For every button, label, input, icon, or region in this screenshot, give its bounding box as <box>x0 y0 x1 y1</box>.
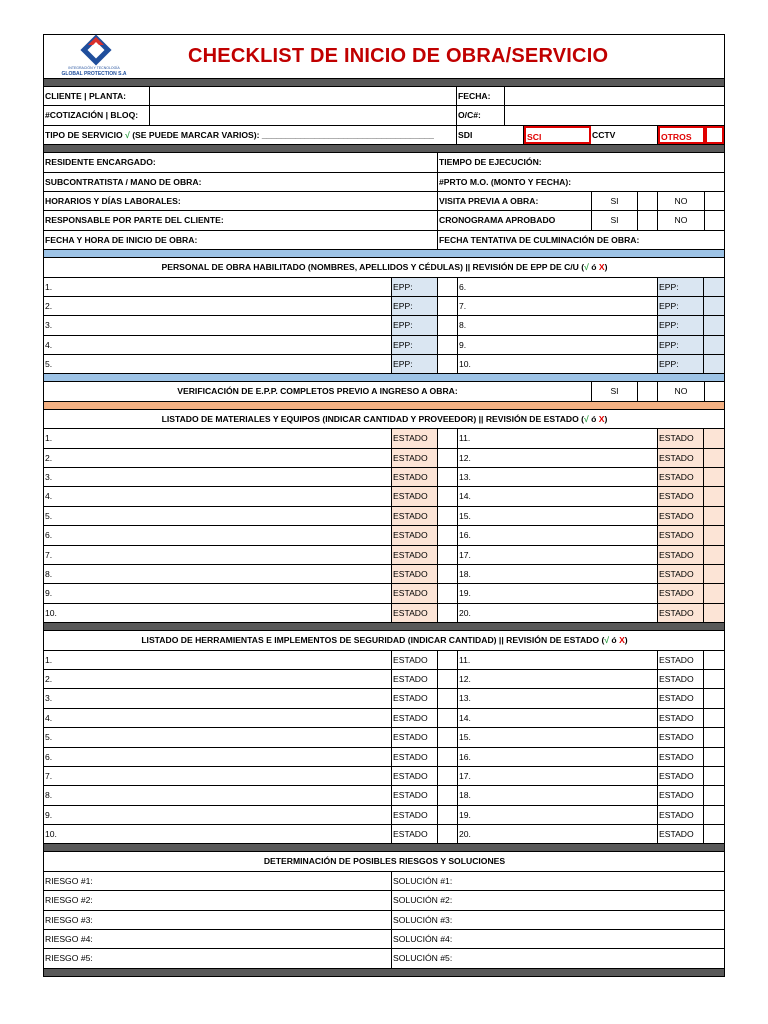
cronograma-si-box[interactable] <box>638 211 658 229</box>
tiempo-label: TIEMPO DE EJECUCIÓN: <box>439 157 542 168</box>
herramientas-tag-left: ESTADO <box>392 767 438 785</box>
herramientas-tag-right: ESTADO <box>658 651 704 669</box>
check-icon: √ <box>584 262 589 273</box>
cronograma-no[interactable]: NO <box>658 211 705 229</box>
horarios-label: HORARIOS Y DÍAS LABORALES: <box>44 192 438 210</box>
sci-option[interactable]: SCI <box>524 126 591 144</box>
cronograma-no-box[interactable] <box>705 211 724 229</box>
personal-check-right[interactable] <box>704 278 724 296</box>
personal-row <box>43 355 725 374</box>
materiales-row <box>43 604 725 623</box>
riesgo-field[interactable]: RIESGO #5: <box>44 949 392 967</box>
verificacion-si[interactable]: SI <box>592 382 638 400</box>
materiales-tag-right: ESTADO <box>658 565 704 583</box>
check-icon: √ <box>125 129 130 140</box>
herramientas-item-left[interactable]: 5. <box>44 728 392 746</box>
visita-no[interactable]: NO <box>658 192 705 210</box>
personal-tag-left: EPP: <box>392 278 438 296</box>
materiales-check-right[interactable] <box>704 546 724 564</box>
close-paren: ) <box>604 413 608 424</box>
residente-label: RESIDENTE ENCARGADO: <box>44 153 438 171</box>
materiales-row <box>43 546 725 565</box>
x-icon: X <box>619 635 625 646</box>
herramientas-check-left[interactable] <box>438 651 458 669</box>
materiales-tag-left: ESTADO <box>392 449 438 467</box>
otros-check-box[interactable] <box>705 126 724 144</box>
materiales-tag-left: ESTADO <box>392 584 438 602</box>
herramientas-tag-left: ESTADO <box>392 689 438 707</box>
materiales-title-text <box>44 410 724 428</box>
cronograma-label: CRONOGRAMA APROBADO <box>438 211 592 229</box>
materiales-item-right[interactable]: 17. <box>458 546 658 564</box>
herramientas-row <box>43 689 725 708</box>
materiales-item-right[interactable]: 16. <box>458 526 658 544</box>
personal-item-right[interactable]: 10. <box>458 355 658 373</box>
herramientas-item-right[interactable]: 19. <box>458 806 658 824</box>
materiales-item-right[interactable]: 20. <box>458 604 658 622</box>
x-icon: X <box>598 262 605 273</box>
materiales-tag-left: ESTADO <box>392 487 438 505</box>
materiales-row <box>43 487 725 506</box>
personal-check-left[interactable] <box>438 336 458 354</box>
sdi-option[interactable]: SDI <box>457 126 524 144</box>
herramientas-row <box>43 786 725 805</box>
personal-item-left[interactable]: 3. <box>44 316 392 334</box>
materiales-row <box>43 449 725 468</box>
materiales-item-left[interactable]: 8. <box>44 565 392 583</box>
close-paren: ) <box>604 262 608 273</box>
herramientas-check-left[interactable] <box>438 825 458 843</box>
materiales-check-left[interactable] <box>438 584 458 602</box>
cliente-label: CLIENTE | PLANTA: <box>44 87 150 105</box>
personal-row <box>43 297 725 316</box>
materiales-item-right[interactable]: 11. <box>458 429 658 447</box>
materiales-item-right[interactable]: 15. <box>458 507 658 525</box>
materiales-item-right[interactable]: 14. <box>458 487 658 505</box>
herramientas-item-left[interactable]: 9. <box>44 806 392 824</box>
fecha-tentativa-label: FECHA TENTATIVA DE CULMINACIÓN DE OBRA: <box>439 234 640 245</box>
logo-icon <box>44 34 144 79</box>
section-divider <box>43 79 725 87</box>
riesgos-list <box>43 872 725 969</box>
herramientas-check-left[interactable] <box>438 670 458 688</box>
herramientas-item-right[interactable]: 16. <box>458 748 658 766</box>
subcontratista-label: SUBCONTRATISTA / MANO DE OBRA: <box>44 173 438 191</box>
materiales-tag-left: ESTADO <box>392 604 438 622</box>
row-horarios <box>43 192 725 211</box>
or-text: ó <box>609 635 620 646</box>
herramientas-row <box>43 728 725 747</box>
herramientas-check-left[interactable] <box>438 689 458 707</box>
herramientas-row <box>43 670 725 689</box>
company-logo <box>44 34 144 79</box>
personal-tag-right: EPP: <box>658 278 704 296</box>
header <box>43 34 725 79</box>
personal-tag-left: EPP: <box>392 297 438 315</box>
svg-text:INTEGRACIÓN Y TECNOLOGÍA: INTEGRACIÓN Y TECNOLOGÍA <box>68 66 120 70</box>
personal-tag-left: EPP: <box>392 355 438 373</box>
materiales-tag-right: ESTADO <box>658 487 704 505</box>
herramientas-row <box>43 767 725 786</box>
herramientas-check-left[interactable] <box>438 806 458 824</box>
personal-item-right[interactable]: 8. <box>458 316 658 334</box>
materiales-title: LISTADO DE MATERIALES Y EQUIPOS (INDICAR CANTIDAD Y PROVEEDOR) || REVISIÓN DE ESTADO ( <box>161 413 585 424</box>
personal-row <box>43 336 725 355</box>
materiales-check-left[interactable] <box>438 604 458 622</box>
personal-check-left[interactable] <box>438 316 458 334</box>
herramientas-section-title <box>43 631 725 650</box>
herramientas-tag-right: ESTADO <box>658 728 704 746</box>
herramientas-item-right[interactable]: 11. <box>458 651 658 669</box>
oc-label: O/C#: <box>457 106 505 124</box>
herramientas-check-right[interactable] <box>704 767 724 785</box>
materiales-check-left[interactable] <box>438 487 458 505</box>
cronograma-si[interactable]: SI <box>592 211 638 229</box>
materiales-row <box>43 429 725 448</box>
row-residente <box>43 153 725 172</box>
riesgo-field[interactable]: RIESGO #1: <box>44 872 392 890</box>
herramientas-item-right[interactable]: 20. <box>458 825 658 843</box>
materiales-check-right[interactable] <box>704 584 724 602</box>
personal-tag-right: EPP: <box>658 355 704 373</box>
materiales-item-left[interactable]: 10. <box>44 604 392 622</box>
personal-check-right[interactable] <box>704 355 724 373</box>
row-cotizacion <box>43 106 725 125</box>
materiales-item-right[interactable]: 13. <box>458 468 658 486</box>
document-title: CHECKLIST DE INICIO DE OBRA/SERVICIO <box>188 45 609 67</box>
personal-row <box>43 316 725 335</box>
materiales-check-right[interactable] <box>704 429 724 447</box>
section-divider <box>43 623 725 631</box>
herramientas-check-right[interactable] <box>704 748 724 766</box>
personal-check-right[interactable] <box>704 297 724 315</box>
materiales-tag-left: ESTADO <box>392 468 438 486</box>
svg-text:GLOBAL PROTECTION S.A: GLOBAL PROTECTION S.A <box>61 71 127 77</box>
cctv-option[interactable]: CCTV <box>591 126 658 144</box>
check-icon: √ <box>584 413 589 424</box>
verificacion-si-box[interactable] <box>638 382 658 400</box>
materiales-item-left[interactable]: 6. <box>44 526 392 544</box>
herramientas-tag-right: ESTADO <box>658 709 704 727</box>
herramientas-title: LISTADO DE HERRAMIENTAS E IMPLEMENTOS DE SEGURIDAD (INDICAR CANTIDAD) || REVISIÓN DE ESTADO ( <box>141 635 605 646</box>
solucion-field[interactable]: SOLUCIÓN #4: <box>393 934 453 945</box>
herramientas-row <box>43 806 725 825</box>
section-divider <box>43 145 725 153</box>
row-subcontratista <box>43 173 725 192</box>
herramientas-check-right[interactable] <box>704 689 724 707</box>
materiales-check-right[interactable] <box>704 449 724 467</box>
verificacion-no[interactable]: NO <box>658 382 705 400</box>
herramientas-item-right[interactable]: 17. <box>458 767 658 785</box>
materiales-list <box>43 429 725 623</box>
row-fecha-inicio <box>43 231 725 250</box>
materiales-check-right[interactable] <box>704 468 724 486</box>
cotizacion-field[interactable] <box>150 106 457 124</box>
herramientas-tag-right: ESTADO <box>658 767 704 785</box>
materiales-tag-left: ESTADO <box>392 565 438 583</box>
row-responsable <box>43 211 725 230</box>
personal-tag-right: EPP: <box>658 336 704 354</box>
personal-item-right[interactable]: 7. <box>458 297 658 315</box>
tipo-servicio-label <box>44 126 457 144</box>
materiales-row <box>43 468 725 487</box>
herramientas-tag-left: ESTADO <box>392 670 438 688</box>
herramientas-item-right[interactable]: 18. <box>458 786 658 804</box>
riesgo-row <box>43 891 725 910</box>
herramientas-tag-left: ESTADO <box>392 709 438 727</box>
riesgo-row <box>43 911 725 930</box>
personal-row <box>43 278 725 297</box>
materiales-check-left[interactable] <box>438 507 458 525</box>
herramientas-item-left[interactable]: 4. <box>44 709 392 727</box>
herramientas-item-right[interactable]: 15. <box>458 728 658 746</box>
solucion-field[interactable]: SOLUCIÓN #3: <box>393 914 453 925</box>
materiales-check-left[interactable] <box>438 565 458 583</box>
personal-title-text <box>44 258 724 276</box>
herramientas-item-left[interactable]: 10. <box>44 825 392 843</box>
herramientas-tag-left: ESTADO <box>392 806 438 824</box>
materiales-tag-left: ESTADO <box>392 546 438 564</box>
materiales-check-right[interactable] <box>704 604 724 622</box>
herramientas-tag-left: ESTADO <box>392 786 438 804</box>
materiales-check-right[interactable] <box>704 565 724 583</box>
herramientas-tag-right: ESTADO <box>658 806 704 824</box>
materiales-item-right[interactable]: 12. <box>458 449 658 467</box>
close-paren: ) <box>624 635 628 646</box>
materiales-tag-right: ESTADO <box>658 604 704 622</box>
riesgo-field[interactable]: RIESGO #2: <box>44 891 392 909</box>
herramientas-item-right[interactable]: 14. <box>458 709 658 727</box>
herramientas-tag-right: ESTADO <box>658 670 704 688</box>
herramientas-tag-left: ESTADO <box>392 748 438 766</box>
checklist-sheet <box>43 34 725 977</box>
herramientas-tag-left: ESTADO <box>392 825 438 843</box>
herramientas-row <box>43 709 725 728</box>
personal-list <box>43 278 725 375</box>
section-divider <box>43 969 725 977</box>
row-cliente <box>43 87 725 106</box>
riesgo-row <box>43 949 725 968</box>
materiales-check-left[interactable] <box>438 468 458 486</box>
herramientas-item-left[interactable]: 6. <box>44 748 392 766</box>
tipo-servicio-note: (SE PUEDE MARCAR VARIOS): ____________________________________ <box>132 129 434 140</box>
materiales-tag-right: ESTADO <box>658 546 704 564</box>
riesgo-field[interactable]: RIESGO #3: <box>44 911 392 929</box>
herramientas-item-left[interactable]: 8. <box>44 786 392 804</box>
personal-check-right[interactable] <box>704 316 724 334</box>
herramientas-check-right[interactable] <box>704 709 724 727</box>
materiales-check-right[interactable] <box>704 507 724 525</box>
herramientas-list <box>43 651 725 845</box>
solucion-field[interactable]: SOLUCIÓN #1: <box>393 875 453 886</box>
materiales-tag-left: ESTADO <box>392 429 438 447</box>
riesgo-row <box>43 872 725 891</box>
herramientas-check-right[interactable] <box>704 670 724 688</box>
herramientas-item-left[interactable]: 7. <box>44 767 392 785</box>
herramientas-row <box>43 651 725 670</box>
visita-label: VISITA PREVIA A OBRA: <box>438 192 592 210</box>
cotizacion-label: #COTIZACIÓN | BLOQ: <box>44 106 150 124</box>
materiales-tag-right: ESTADO <box>658 449 704 467</box>
fecha-field[interactable] <box>505 87 724 105</box>
or-text: ó <box>588 262 599 273</box>
materiales-tag-right: ESTADO <box>658 584 704 602</box>
personal-item-right[interactable]: 9. <box>458 336 658 354</box>
herramientas-check-right[interactable] <box>704 651 724 669</box>
riesgos-title: DETERMINACIÓN DE POSIBLES RIESGOS Y SOLUCIONES <box>263 856 506 867</box>
personal-check-left[interactable] <box>438 278 458 296</box>
personal-section-title <box>43 258 725 277</box>
fecha-label: FECHA: <box>457 87 505 105</box>
materiales-check-left[interactable] <box>438 449 458 467</box>
herramientas-title-text <box>44 631 724 649</box>
materiales-tag-right: ESTADO <box>658 507 704 525</box>
herramientas-check-right[interactable] <box>704 825 724 843</box>
responsable-label: RESPONSABLE POR PARTE DEL CLIENTE: <box>44 211 438 229</box>
materiales-check-left[interactable] <box>438 546 458 564</box>
herramientas-tag-left: ESTADO <box>392 728 438 746</box>
riesgo-field[interactable]: RIESGO #4: <box>44 930 392 948</box>
materiales-section-title <box>43 410 725 429</box>
herramientas-tag-left: ESTADO <box>392 651 438 669</box>
herramientas-row <box>43 825 725 844</box>
herramientas-check-left[interactable] <box>438 709 458 727</box>
herramientas-item-right[interactable]: 12. <box>458 670 658 688</box>
row-tipo-servicio <box>43 126 725 145</box>
personal-item-left[interactable]: 5. <box>44 355 392 373</box>
materiales-item-right[interactable]: 18. <box>458 565 658 583</box>
visita-si[interactable]: SI <box>592 192 638 210</box>
materiales-tag-right: ESTADO <box>658 429 704 447</box>
verificacion-no-box[interactable] <box>705 382 724 400</box>
personal-check-left[interactable] <box>438 355 458 373</box>
or-text: ó <box>588 413 599 424</box>
herramientas-row <box>43 748 725 767</box>
herramientas-item-left[interactable]: 1. <box>44 651 392 669</box>
materiales-row <box>43 507 725 526</box>
herramientas-check-right[interactable] <box>704 786 724 804</box>
materiales-tag-left: ESTADO <box>392 507 438 525</box>
visita-si-box[interactable] <box>638 192 658 210</box>
section-divider <box>43 844 725 852</box>
materiales-check-left[interactable] <box>438 429 458 447</box>
herramientas-tag-right: ESTADO <box>658 689 704 707</box>
materiales-item-left[interactable]: 1. <box>44 429 392 447</box>
cliente-field[interactable] <box>150 87 457 105</box>
check-icon: √ <box>604 635 610 646</box>
materiales-row <box>43 584 725 603</box>
riesgos-section-title <box>43 852 725 871</box>
prto-label: #PRTO M.O. (MONTO Y FECHA): <box>439 176 572 187</box>
personal-tag-right: EPP: <box>658 316 704 334</box>
materiales-check-left[interactable] <box>438 526 458 544</box>
herramientas-check-left[interactable] <box>438 786 458 804</box>
personal-tag-left: EPP: <box>392 316 438 334</box>
herramientas-item-left[interactable]: 3. <box>44 689 392 707</box>
x-icon: X <box>598 413 605 424</box>
fecha-inicio-label: FECHA Y HORA DE INICIO DE OBRA: <box>44 231 438 249</box>
personal-check-right[interactable] <box>704 336 724 354</box>
materiales-item-left[interactable]: 2. <box>44 449 392 467</box>
herramientas-check-left[interactable] <box>438 728 458 746</box>
materiales-item-left[interactable]: 3. <box>44 468 392 486</box>
materiales-tag-left: ESTADO <box>392 526 438 544</box>
personal-tag-left: EPP: <box>392 336 438 354</box>
solucion-field[interactable]: SOLUCIÓN #5: <box>393 953 453 964</box>
personal-item-left[interactable]: 2. <box>44 297 392 315</box>
section-divider <box>43 402 725 410</box>
otros-option[interactable]: OTROS <box>658 126 705 144</box>
personal-title: PERSONAL DE OBRA HABILITADO (NOMBRES, APELLIDOS Y CÉDULAS) || REVISIÓN DE EPP DE C/U ( <box>161 262 585 273</box>
materiales-check-right[interactable] <box>704 526 724 544</box>
oc-field[interactable] <box>505 106 724 124</box>
personal-check-left[interactable] <box>438 297 458 315</box>
materiales-item-left[interactable]: 9. <box>44 584 392 602</box>
herramientas-item-right[interactable]: 13. <box>458 689 658 707</box>
personal-tag-right: EPP: <box>658 297 704 315</box>
verificacion-label: VERIFICACIÓN DE E.P.P. COMPLETOS PREVIO A INGRESO A OBRA: <box>44 382 592 400</box>
materiales-item-left[interactable]: 7. <box>44 546 392 564</box>
section-divider <box>43 250 725 258</box>
row-verificacion <box>43 382 725 401</box>
herramientas-check-right[interactable] <box>704 728 724 746</box>
riesgo-row <box>43 930 725 949</box>
tipo-servicio-text: TIPO DE SERVICIO <box>45 129 123 140</box>
solucion-field[interactable]: SOLUCIÓN #2: <box>393 895 453 906</box>
materiales-tag-right: ESTADO <box>658 468 704 486</box>
materiales-item-right[interactable]: 19. <box>458 584 658 602</box>
herramientas-check-left[interactable] <box>438 767 458 785</box>
materiales-tag-right: ESTADO <box>658 526 704 544</box>
section-divider <box>43 374 725 382</box>
materiales-row <box>43 565 725 584</box>
personal-item-right[interactable]: 6. <box>458 278 658 296</box>
herramientas-tag-right: ESTADO <box>658 748 704 766</box>
materiales-check-right[interactable] <box>704 487 724 505</box>
materiales-row <box>43 526 725 545</box>
herramientas-tag-right: ESTADO <box>658 825 704 843</box>
herramientas-check-left[interactable] <box>438 748 458 766</box>
visita-no-box[interactable] <box>705 192 724 210</box>
herramientas-check-right[interactable] <box>704 806 724 824</box>
personal-item-left[interactable]: 1. <box>44 278 392 296</box>
herramientas-tag-right: ESTADO <box>658 786 704 804</box>
materiales-item-left[interactable]: 4. <box>44 487 392 505</box>
personal-item-left[interactable]: 4. <box>44 336 392 354</box>
materiales-item-left[interactable]: 5. <box>44 507 392 525</box>
herramientas-item-left[interactable]: 2. <box>44 670 392 688</box>
